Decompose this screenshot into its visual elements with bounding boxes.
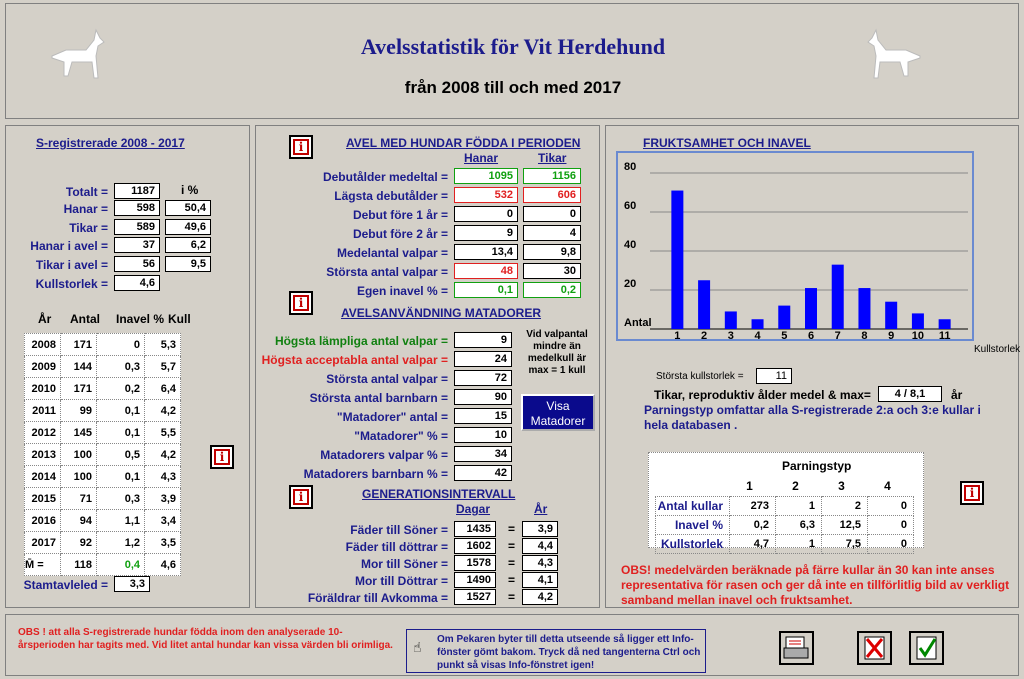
y-tick-label: 60 bbox=[624, 200, 637, 212]
x-tick-label: 10 bbox=[911, 330, 925, 339]
generation-years-value: 4,4 bbox=[522, 538, 558, 554]
bar bbox=[725, 311, 737, 329]
avel-hanar-value: 13,4 bbox=[454, 244, 518, 260]
info-icon: i bbox=[293, 489, 309, 505]
table-row bbox=[25, 422, 181, 444]
y-tick-label: 20 bbox=[624, 278, 637, 290]
tikar-avel-label: Tikar i avel = bbox=[35, 258, 108, 272]
matador-row-label: "Matadorer" % = bbox=[354, 429, 448, 443]
info-button-left[interactable] bbox=[210, 445, 234, 469]
table-cell: 0,3 bbox=[97, 356, 145, 378]
table-cell: 2014 bbox=[25, 466, 61, 488]
table-cell: 145 bbox=[61, 422, 97, 444]
generation-row-label: Föräldrar till Avkomma = bbox=[307, 591, 448, 605]
avel-hanar-value: 0 bbox=[454, 206, 518, 222]
table-cell: M̄ = bbox=[25, 554, 61, 576]
matador-row-value: 24 bbox=[454, 351, 512, 367]
avel-title: AVEL MED HUNDAR FÖDDA I PERIODEN bbox=[346, 136, 581, 150]
matador-row-value: 15 bbox=[454, 408, 512, 424]
table-row bbox=[25, 510, 181, 532]
table-cell: 273 bbox=[730, 496, 776, 515]
table-cell: 2013 bbox=[25, 444, 61, 466]
table-cell: 0 bbox=[97, 334, 145, 356]
print-button[interactable] bbox=[779, 631, 814, 665]
matador-row-label: Matadorers valpar % = bbox=[320, 448, 448, 462]
fertility-title: FRUKTSAMHET OCH INAVEL bbox=[643, 136, 811, 150]
col-dagar: Dagar bbox=[456, 502, 491, 516]
hanar-label: Hanar = bbox=[63, 202, 108, 216]
table-cell: 4,6 bbox=[145, 554, 181, 576]
matador-title: AVELSANVÄNDNING MATADORER bbox=[341, 306, 541, 320]
info-button-matador[interactable] bbox=[289, 291, 313, 315]
matador-row-value: 34 bbox=[454, 446, 512, 462]
x-tick-label: 3 bbox=[727, 330, 734, 339]
table-cell: 5,3 bbox=[145, 334, 181, 356]
hanar-avel-pct: 6,2 bbox=[165, 237, 211, 253]
chart-frame bbox=[616, 151, 974, 341]
kullstorlek-label: Kullstorlek = bbox=[35, 277, 108, 291]
table-cell bbox=[656, 477, 730, 496]
table-cell: 0,1 bbox=[97, 422, 145, 444]
table-row bbox=[25, 532, 181, 554]
parning-row-label: Kullstorlek bbox=[656, 534, 730, 553]
table-cell: 0,3 bbox=[97, 488, 145, 510]
generation-years-value: 3,9 bbox=[522, 521, 558, 537]
avel-hanar-value: 1095 bbox=[454, 168, 518, 184]
hanar-avel-label: Hanar i avel = bbox=[30, 239, 108, 253]
repro-unit: år bbox=[951, 388, 963, 402]
avel-tikar-value: 4 bbox=[523, 225, 581, 241]
avel-hanar-value: 48 bbox=[454, 263, 518, 279]
table-row bbox=[25, 356, 181, 378]
table-cell: 0 bbox=[868, 496, 914, 515]
table-cell: 0,2 bbox=[97, 378, 145, 400]
table-cell: 4,7 bbox=[730, 534, 776, 553]
bar bbox=[805, 288, 817, 329]
table-cell: 94 bbox=[61, 510, 97, 532]
bar bbox=[832, 265, 844, 329]
table-cell: 2016 bbox=[25, 510, 61, 532]
header-panel bbox=[5, 3, 1019, 119]
x-tick-label: 1 bbox=[674, 330, 681, 339]
parning-row-label: Inavel % bbox=[656, 515, 730, 534]
col-year: År bbox=[38, 312, 52, 326]
equals-sign: = bbox=[508, 556, 516, 570]
table-cell: 7,5 bbox=[822, 534, 868, 553]
hanar-value: 598 bbox=[114, 200, 160, 216]
page-subtitle: från 2008 till och med 2017 bbox=[404, 78, 622, 97]
col-tikar: Tikar bbox=[538, 151, 567, 165]
kullstorlek-value: 4,6 bbox=[114, 275, 160, 291]
x-tick-label: 8 bbox=[861, 330, 868, 339]
x-tick-label: 4 bbox=[754, 330, 761, 339]
matador-row-value: 72 bbox=[454, 370, 512, 386]
tikar-pct: 49,6 bbox=[165, 219, 211, 235]
matador-row-label: Högsta lämpliga antal valpar = bbox=[274, 334, 448, 348]
table-cell: 0,1 bbox=[97, 400, 145, 422]
table-row bbox=[25, 444, 181, 466]
s-registered-panel bbox=[5, 125, 250, 608]
table-row bbox=[656, 515, 914, 534]
avel-row-label: Debutålder medeltal = bbox=[322, 170, 448, 184]
avel-row-label: Egen inavel % = bbox=[356, 284, 448, 298]
x-axis-label: Kullstorlek bbox=[974, 344, 1021, 355]
avel-tikar-value: 1156 bbox=[523, 168, 581, 184]
totalt-value: 1187 bbox=[114, 183, 160, 199]
table-row bbox=[656, 534, 914, 553]
repro-label: Tikar, reproduktiv ålder medel & max= bbox=[654, 388, 871, 402]
table-row-mean bbox=[25, 554, 181, 576]
avel-row-label: Debut före 1 år = bbox=[352, 208, 448, 222]
table-row bbox=[25, 466, 181, 488]
matador-note: Vid valpantal mindre än medelkull är max = 1 kull bbox=[526, 329, 588, 376]
pct-header: i % bbox=[181, 183, 199, 197]
table-cell: 118 bbox=[61, 554, 97, 576]
repro-value: 4 / 8,1 bbox=[878, 386, 942, 402]
generation-days-value: 1435 bbox=[454, 521, 496, 537]
hanar-pct: 50,4 bbox=[165, 200, 211, 216]
tikar-label: Tikar = bbox=[69, 221, 108, 235]
visa-matadorer-label: Visa Matadorer bbox=[530, 399, 586, 428]
matador-row-value: 90 bbox=[454, 389, 512, 405]
parning-row-label: Antal kullar bbox=[656, 496, 730, 515]
generation-row-label: Mor till Döttrar = bbox=[354, 574, 448, 588]
col-kull: Kull bbox=[168, 312, 191, 326]
table-row bbox=[25, 378, 181, 400]
equals-sign: = bbox=[508, 522, 516, 536]
info-button-generation[interactable] bbox=[289, 485, 313, 509]
matador-row-label: Största antal valpar = bbox=[326, 372, 448, 386]
table-cell: 3,9 bbox=[145, 488, 181, 510]
table-row bbox=[25, 488, 181, 510]
pointer-icon: ☝ bbox=[413, 640, 422, 656]
parning-col-header: 3 bbox=[838, 479, 845, 494]
table-cell: 71 bbox=[61, 488, 97, 510]
avel-tikar-value: 606 bbox=[523, 187, 581, 203]
col-inavel: Inavel % bbox=[116, 312, 165, 326]
avel-tikar-value: 30 bbox=[523, 263, 581, 279]
largest-litter-value: 11 bbox=[756, 368, 792, 384]
footer-panel bbox=[5, 614, 1019, 676]
avel-hanar-value: 0,1 bbox=[454, 282, 518, 298]
avel-row-label: Lägsta debutålder = bbox=[334, 189, 448, 203]
generation-days-value: 1602 bbox=[454, 538, 496, 554]
table-cell: 2012 bbox=[25, 422, 61, 444]
table-cell: 0,5 bbox=[97, 444, 145, 466]
equals-sign: = bbox=[508, 573, 516, 587]
info-button-right[interactable] bbox=[960, 481, 984, 505]
totalt-label: Totalt = bbox=[65, 185, 108, 199]
fertility-panel bbox=[605, 125, 1019, 608]
info-icon: i bbox=[964, 485, 980, 501]
x-tick-label: 11 bbox=[938, 330, 951, 339]
generation-title: GENERATIONSINTERVALL bbox=[362, 487, 516, 501]
avel-tikar-value: 0 bbox=[523, 206, 581, 222]
info-icon: i bbox=[293, 139, 309, 155]
table-cell: 3,4 bbox=[145, 510, 181, 532]
col-hanar: Hanar bbox=[464, 151, 499, 165]
info-button-avel[interactable] bbox=[289, 135, 313, 159]
col-ar: År bbox=[534, 502, 548, 516]
table-row bbox=[25, 400, 181, 422]
bar bbox=[939, 319, 951, 329]
table-cell: 171 bbox=[61, 378, 97, 400]
col-antal: Antal bbox=[70, 312, 100, 326]
table-cell: 0 bbox=[868, 534, 914, 553]
bar bbox=[778, 306, 790, 329]
info-icon: i bbox=[214, 449, 230, 465]
dog-logo-right-icon bbox=[864, 26, 926, 82]
table-cell: 12,5 bbox=[822, 515, 868, 534]
table-cell: 4,3 bbox=[145, 466, 181, 488]
table-cell: 99 bbox=[61, 400, 97, 422]
y-tick-label: 40 bbox=[624, 239, 637, 251]
x-tick-label: 9 bbox=[888, 330, 895, 339]
table-cell: 3,5 bbox=[145, 532, 181, 554]
table-cell: 171 bbox=[61, 334, 97, 356]
generation-days-value: 1527 bbox=[454, 589, 496, 605]
table-cell: 4,2 bbox=[145, 400, 181, 422]
table-cell: 1 bbox=[776, 534, 822, 553]
info-icon: i bbox=[293, 295, 309, 311]
table-cell: 2010 bbox=[25, 378, 61, 400]
s-registered-title: S-registrerade 2008 - 2017 bbox=[36, 136, 185, 150]
parning-header-row bbox=[656, 477, 914, 496]
largest-litter-label: Största kullstorlek = bbox=[656, 371, 744, 382]
table-cell: 2017 bbox=[25, 532, 61, 554]
matador-row-label: "Matadorer" antal = bbox=[336, 410, 448, 424]
parning-table-box bbox=[648, 452, 924, 551]
bar bbox=[671, 191, 683, 329]
generation-row-label: Mor till Söner = bbox=[360, 557, 448, 571]
matador-row-value: 42 bbox=[454, 465, 512, 481]
bar bbox=[752, 319, 764, 329]
table-cell: 1 bbox=[776, 496, 822, 515]
equals-sign: = bbox=[508, 590, 516, 604]
bar bbox=[858, 288, 870, 329]
table-cell: 4,2 bbox=[145, 444, 181, 466]
visa-matadorer-button[interactable] bbox=[521, 394, 595, 431]
avel-row-label: Medelantal valpar = bbox=[336, 246, 448, 260]
table-cell: 2015 bbox=[25, 488, 61, 510]
litter-size-chart bbox=[618, 153, 972, 339]
generation-years-value: 4,3 bbox=[522, 555, 558, 571]
table-cell: 6,3 bbox=[776, 515, 822, 534]
table-cell: 0,4 bbox=[97, 554, 145, 576]
matador-row-label: Största antal barnbarn = bbox=[309, 391, 448, 405]
bar bbox=[885, 302, 897, 329]
table-cell: 100 bbox=[61, 466, 97, 488]
x-tick-label: 2 bbox=[701, 330, 708, 339]
tikar-avel-value: 56 bbox=[114, 256, 160, 272]
generation-days-value: 1490 bbox=[454, 572, 496, 588]
parning-col-header: 2 bbox=[792, 479, 799, 494]
table-row bbox=[656, 496, 914, 515]
footer-obs-text: OBS ! att alla S-registrerade hundar födda inom den analyserade 10-årsperioden har tagits med. Vid litet antal hundar kan vissa värden bli orimliga. bbox=[18, 627, 393, 651]
close-icon bbox=[859, 633, 890, 663]
parning-col-header: 4 bbox=[884, 479, 891, 494]
generation-row-label: Fäder till Söner = bbox=[350, 523, 448, 537]
table-cell: 2011 bbox=[25, 400, 61, 422]
avel-tikar-value: 9,8 bbox=[523, 244, 581, 260]
page-title: Avelsstatistik för Vit Herdehund bbox=[360, 34, 666, 59]
equals-sign: = bbox=[508, 539, 516, 553]
avel-hanar-value: 532 bbox=[454, 187, 518, 203]
table-cell: 2009 bbox=[25, 356, 61, 378]
y-tick-label: 80 bbox=[624, 161, 637, 173]
table-cell: 100 bbox=[61, 444, 97, 466]
table-row bbox=[25, 334, 181, 356]
x-tick-label: 5 bbox=[781, 330, 788, 339]
table-cell: 0,1 bbox=[97, 466, 145, 488]
bar bbox=[698, 280, 710, 329]
generation-row-label: Fäder till döttrar = bbox=[345, 540, 448, 554]
table-cell: 1,1 bbox=[97, 510, 145, 532]
y-axis-label: Antal bbox=[624, 317, 652, 329]
table-cell: 2 bbox=[822, 496, 868, 515]
avel-hanar-value: 9 bbox=[454, 225, 518, 241]
table-cell: 2008 bbox=[25, 334, 61, 356]
table-cell: 5,7 bbox=[145, 356, 181, 378]
generation-years-value: 4,2 bbox=[522, 589, 558, 605]
tikar-avel-pct: 9,5 bbox=[165, 256, 211, 272]
matador-row-value: 10 bbox=[454, 427, 512, 443]
parning-col-header: 1 bbox=[746, 479, 753, 494]
avel-tikar-value: 0,2 bbox=[523, 282, 581, 298]
avel-row-label: Debut före 2 år = bbox=[352, 227, 448, 241]
generation-years-value: 4,1 bbox=[522, 572, 558, 588]
hanar-avel-value: 37 bbox=[114, 237, 160, 253]
stamtavleled-label: Stamtavleled = bbox=[23, 578, 108, 592]
x-tick-label: 7 bbox=[834, 330, 841, 339]
matador-row-label: Matadorers barnbarn % = bbox=[303, 467, 448, 481]
year-table bbox=[24, 333, 181, 576]
tikar-value: 589 bbox=[114, 219, 160, 235]
table-cell: 1,2 bbox=[97, 532, 145, 554]
parning-note: Parningstyp omfattar alla S-registrerade 2:a och 3:e kullar i hela databasen . bbox=[644, 403, 981, 432]
ok-icon bbox=[911, 633, 942, 663]
close-button[interactable] bbox=[857, 631, 892, 665]
matador-row-label: Högsta acceptabla antal valpar = bbox=[261, 353, 448, 367]
avel-panel bbox=[255, 125, 600, 608]
parning-table bbox=[655, 477, 914, 554]
stamtavleled-value: 3,3 bbox=[114, 576, 150, 592]
parning-title: Parningstyp bbox=[782, 459, 852, 473]
print-icon bbox=[781, 633, 812, 663]
matador-row-value: 9 bbox=[454, 332, 512, 348]
table-cell: 5,5 bbox=[145, 422, 181, 444]
table-cell: 144 bbox=[61, 356, 97, 378]
x-tick-label: 6 bbox=[807, 330, 815, 339]
avel-row-label: Största antal valpar = bbox=[326, 265, 448, 279]
table-cell: 0 bbox=[868, 515, 914, 534]
footer-info-text: Om Pekaren byter till detta utseende så ligger ett Info-fönster gömt bakom. Tryck då ned tangenterna Ctrl och punkt så visas Info-fönstret igen! bbox=[437, 634, 701, 671]
table-cell: 6,4 bbox=[145, 378, 181, 400]
fertility-warning: OBS! medelvärden beräknade på färre kullar än 30 kan inte anses representativa för rasen och ger då inte en tillförlitlig bild av verkligt samband mellan inavel och fruktsamhet. bbox=[621, 563, 1010, 607]
generation-days-value: 1578 bbox=[454, 555, 496, 571]
table-cell: 92 bbox=[61, 532, 97, 554]
table-cell: 0,2 bbox=[730, 515, 776, 534]
bar bbox=[912, 313, 924, 329]
ok-button[interactable] bbox=[909, 631, 944, 665]
footer-info-box bbox=[406, 629, 706, 673]
